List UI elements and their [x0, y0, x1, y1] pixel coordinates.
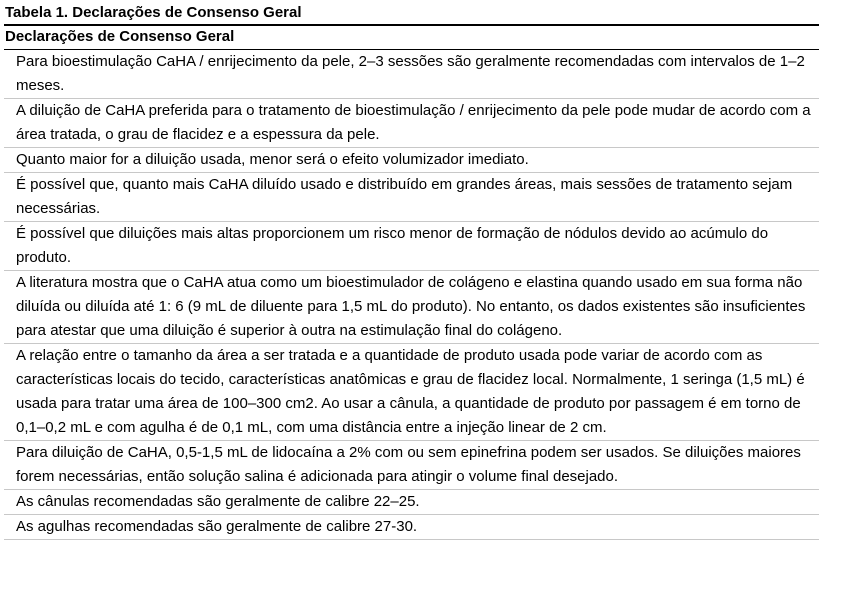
section-header: Declarações de Consenso Geral — [4, 26, 819, 50]
table-row: A diluição de CaHA preferida para o tratamento de bioestimulação / enrijecimento da pele pode mudar de acordo com a área tratada, o grau de flacidez e a espessura da pele. — [4, 99, 819, 148]
table-row: É possível que diluições mais altas proporcionem um risco menor de formação de nódulos devido ao acúmulo do produto. — [4, 222, 819, 271]
table-row: A literatura mostra que o CaHA atua como um bioestimulador de colágeno e elastina quando usado em sua forma não diluída ou diluída até 1: 6 (9 mL de diluente para 1,5 mL do produto). No entanto, os dados existentes são insuficientes para atestar que uma diluição é superior à outra na estimulação final do colágeno. — [4, 271, 819, 344]
consensus-table — [4, 2, 819, 540]
table-row: Para bioestimulação CaHA / enrijecimento da pele, 2–3 sessões são geralmente recomendadas com intervalos de 1–2 meses. — [4, 50, 819, 99]
table-row: É possível que, quanto mais CaHA diluído usado e distribuído em grandes áreas, mais sessões de tratamento sejam necessárias. — [4, 173, 819, 222]
table-caption: Tabela 1. Declarações de Consenso Geral — [4, 2, 819, 26]
table-row: A relação entre o tamanho da área a ser tratada e a quantidade de produto usada pode variar de acordo com as características locais do tecido, características anatômicas e grau de flacidez local. Normalmente, 1 seringa (1,5 mL) é usada para tratar uma área de 100–300 cm2. Ao usar a cânula, a quantidade de produto por passagem é em torno de 0,1–0,2 mL e com agulha é de 0,1 mL, com uma distância entre a injeção linear de 2 cm. — [4, 344, 819, 441]
table-row: As cânulas recomendadas são geralmente de calibre 22–25. — [4, 490, 819, 515]
table-row: Para diluição de CaHA, 0,5-1,5 mL de lidocaína a 2% com ou sem epinefrina podem ser usados. Se diluições maiores forem necessárias, então solução salina é adicionada para atingir o volume final desejado. — [4, 441, 819, 490]
table-row: As agulhas recomendadas são geralmente de calibre 27-30. — [4, 515, 819, 540]
table-row: Quanto maior for a diluição usada, menor será o efeito volumizador imediato. — [4, 148, 819, 173]
